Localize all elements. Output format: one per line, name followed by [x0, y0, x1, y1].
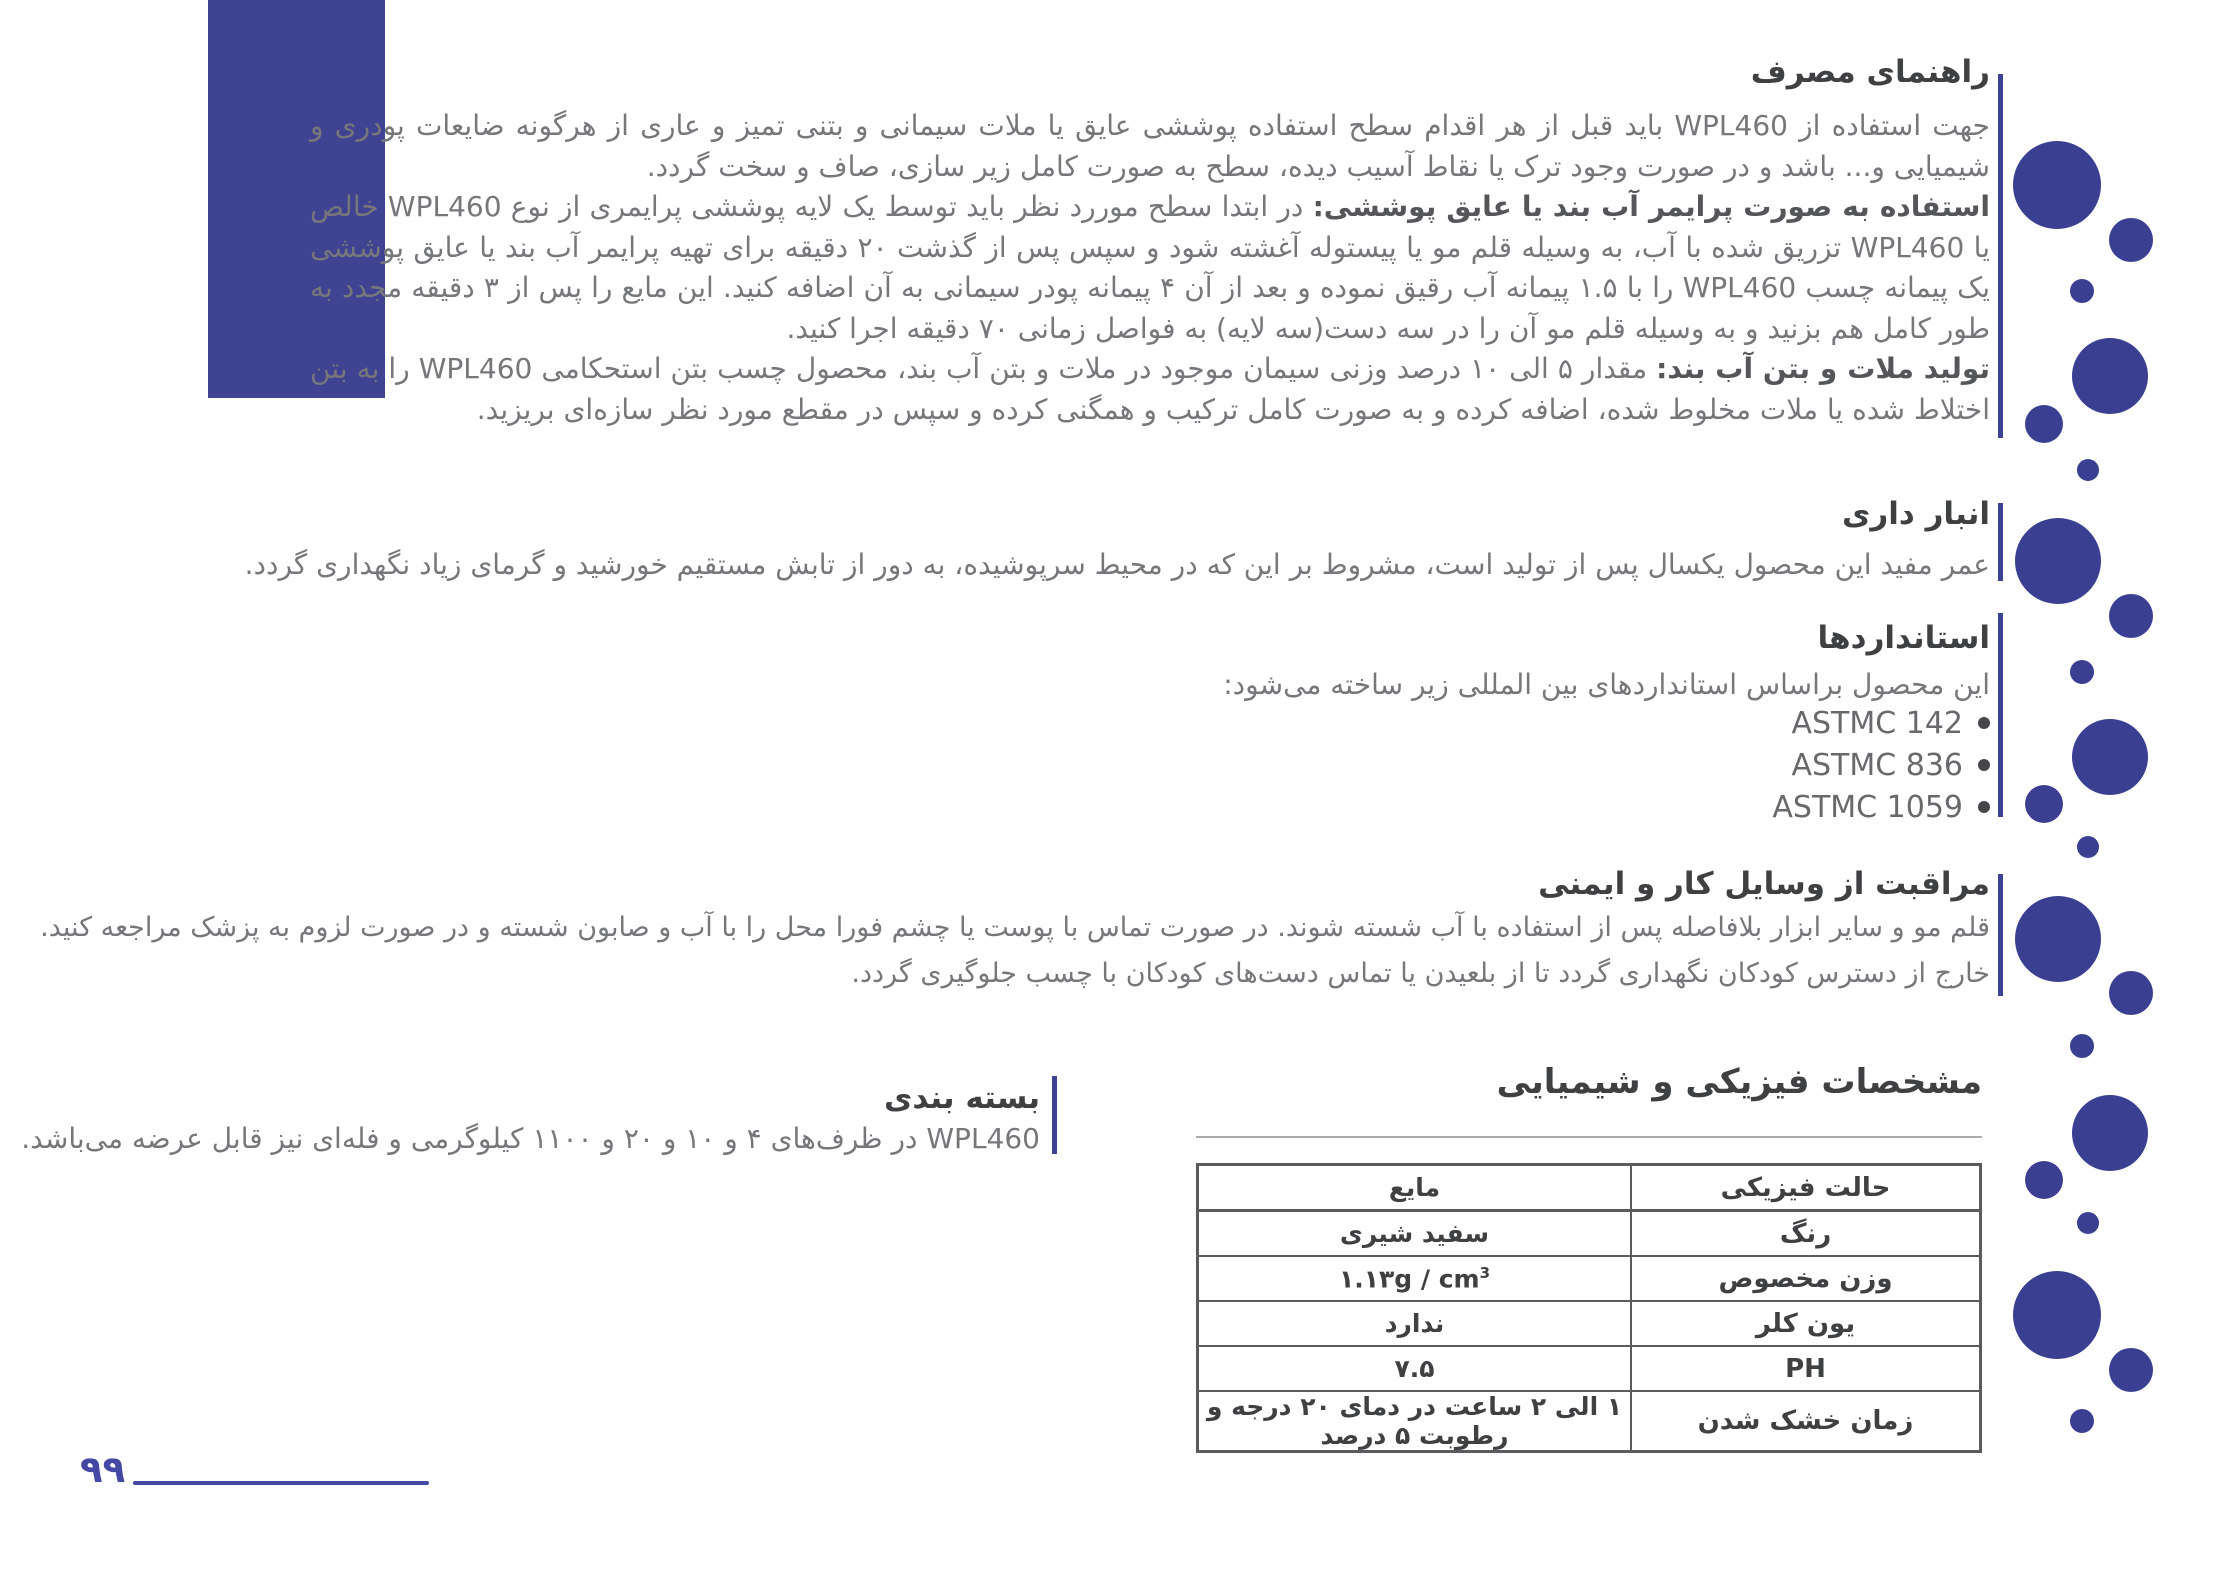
table-row: [1198, 1346, 1981, 1391]
table-row: [1198, 1256, 1981, 1301]
section-title-safety: مراقبت از وسایل کار و ایمنی: [1538, 866, 1990, 902]
spec-property: زمان خشک شدن: [1631, 1391, 1981, 1452]
decorative-circle: [2070, 1409, 2094, 1433]
table-row: [1198, 1211, 1981, 1257]
usage-paragraph-2: استفاده به صورت پرایمر آب بند یا عایق پوششی: در ابتدا سطح موررد نظر باید توسط یک لایه پوششی پرایمری از نوع WPL460 خالص یا WPL460 تزریق شده با آب، به وسیله قلم مو یا پیستوله آغشته شود و سپس پس از گذشت ۲۰ دقیقه برای تهیه پرایمر آب بند یا عایق پوششی یک پیمانه چسب WPL460 را با ۱.۵ پیمانه آب رقیق نموده و بعد از آن ۴ پیمانه پودر سیمانی به آن اضافه کنید. این مایع را پس از ۳ دقیقه مجدد به طور کامل هم بزنید و به وسیله قلم مو آن را در سه دست(سه لایه) به فواصل زمانی ۷۰ دقیقه اجرا کنید.: [310, 190, 1990, 345]
bullet-icon: [1978, 801, 1990, 813]
section-accent-bar: [1998, 74, 2003, 438]
decorative-circle: [2015, 896, 2101, 982]
decorative-circle: [2025, 405, 2063, 443]
spec-property: PH: [1631, 1346, 1981, 1391]
standard-item-label: ASTMC 142: [1791, 705, 1963, 741]
spec-value: ۱ الی ۲ ساعت در دمای ۲۰ درجه و رطوبت ۵ درصد: [1198, 1391, 1632, 1452]
decorative-circle: [2077, 836, 2099, 858]
section-title-specs: مشخصات فیزیکی و شیمیایی: [1496, 1062, 1982, 1102]
decorative-circle: [2109, 1348, 2153, 1392]
section-title-storage: انبار داری: [1842, 496, 1990, 532]
footer-rule: [133, 1481, 429, 1485]
standard-item: [1772, 786, 1990, 828]
decorative-circle: [2013, 1271, 2101, 1359]
decorative-circle: [2070, 279, 2094, 303]
bullet-icon: [1978, 717, 1990, 729]
specs-divider: [1196, 1136, 1982, 1138]
standard-item-label: ASTMC 836: [1791, 747, 1963, 783]
decorative-circle: [2109, 594, 2153, 638]
table-row: [1198, 1301, 1981, 1346]
section-accent-bar: [1998, 874, 2003, 996]
spec-property: وزن مخصوص: [1631, 1256, 1981, 1301]
section-accent-bar: [1052, 1076, 1057, 1154]
decorative-circle: [2072, 338, 2148, 414]
usage-section-body: [310, 106, 1990, 430]
decorative-circle: [2077, 1212, 2099, 1234]
table-row: [1198, 1391, 1981, 1452]
standard-item: [1772, 702, 1990, 744]
section-title-standards: استانداردها: [1817, 620, 1990, 656]
spec-value: مایع: [1198, 1165, 1632, 1211]
spec-property: حالت فیزیکی: [1631, 1165, 1981, 1211]
usage-paragraph-3-lead: تولید ملات و بتن آب بند:: [1656, 352, 1990, 385]
section-accent-bar: [1998, 613, 2003, 817]
table-row: [1198, 1165, 1981, 1211]
section-title-packaging: بسته بندی: [883, 1080, 1040, 1116]
decorative-circle: [2109, 971, 2153, 1015]
spec-property: رنگ: [1631, 1211, 1981, 1257]
decorative-circle: [2025, 1161, 2063, 1199]
safety-line-1: قلم مو و سایر ابزار بلافاصله پس از استفاده با آب شسته شوند. در صورت تماس با پوست یا چشم فورا محل را با آب و صابون شسته و در صورت لزوم به پزشک مراجعه کنید.: [40, 912, 1990, 943]
standards-intro: این محصول براساس استانداردهای بین المللی زیر ساخته می‌شود:: [1223, 668, 1990, 701]
spec-value: سفید شیری: [1198, 1211, 1632, 1257]
spec-property: یون کلر: [1631, 1301, 1981, 1346]
section-title-usage: راهنمای مصرف: [1750, 54, 1990, 90]
usage-paragraph-2-lead: استفاده به صورت پرایمر آب بند یا عایق پوششی:: [1312, 190, 1990, 223]
standard-item: [1772, 744, 1990, 786]
decorative-circle: [2070, 1034, 2094, 1058]
safety-line-2: خارج از دسترس کودکان نگهداری گردد تا از بلعیدن یا تماس دست‌های کودکان با چسب جلوگیری گردد.: [851, 958, 1990, 989]
usage-paragraph-1: جهت استفاده از WPL460 باید قبل از هر اقدام سطح استفاده پوششی عایق یا ملات سیمانی و بتنی تمیز و عاری از هرگونه ضایعات پودری و شیمیایی و... باشد و در صورت وجود ترک یا نقاط آسیب دیده، سطح به صورت کامل زیر سازی، صاف و سخت گردد.: [310, 109, 1990, 183]
usage-paragraph-3: تولید ملات و بتن آب بند: مقدار ۵ الی ۱۰ درصد وزنی سیمان موجود در ملات و بتن آب بند، محصول چسب بتن استحکامی WPL460 را به بتن اختلاط شده یا ملات مخلوط شده، اضافه کرده و به صورت کامل ترکیب و همگنی کرده و سپس در مقطع مورد نظر سازه‌ای بریزید.: [310, 352, 1990, 426]
decorative-circle: [2077, 459, 2099, 481]
spec-value: ۱.۱۳g / $cm^3$: [1198, 1256, 1632, 1301]
bullet-icon: [1978, 759, 1990, 771]
decorative-circle: [2025, 785, 2063, 823]
standards-list: [1772, 702, 1990, 828]
storage-section-body: عمر مفید این محصول یکسال پس از تولید است، مشروط بر این که در محیط سرپوشیده، به دور از تابش مستقیم خورشید و گرمای زیاد نگهداری گردد.: [244, 548, 1990, 581]
spec-value: ۷.۵: [1198, 1346, 1632, 1391]
decorative-circle: [2072, 719, 2148, 795]
decorative-circle: [2015, 518, 2101, 604]
decorative-circle: [2070, 660, 2094, 684]
decorative-circle: [2072, 1095, 2148, 1171]
decorative-circle: [2013, 141, 2101, 229]
specs-table: [1196, 1163, 1982, 1453]
page-number: ۹۹: [80, 1448, 126, 1491]
packaging-body: WPL460 در ظرف‌های ۴ و ۱۰ و ۲۰ و ۱۱۰۰ کیلوگرمی و فله‌ای نیز قابل عرضه می‌باشد.: [21, 1122, 1040, 1155]
section-accent-bar: [1998, 503, 2003, 581]
decorative-circle: [2109, 218, 2153, 262]
standard-item-label: ASTMC 1059: [1772, 789, 1963, 825]
spec-value: ندارد: [1198, 1301, 1632, 1346]
